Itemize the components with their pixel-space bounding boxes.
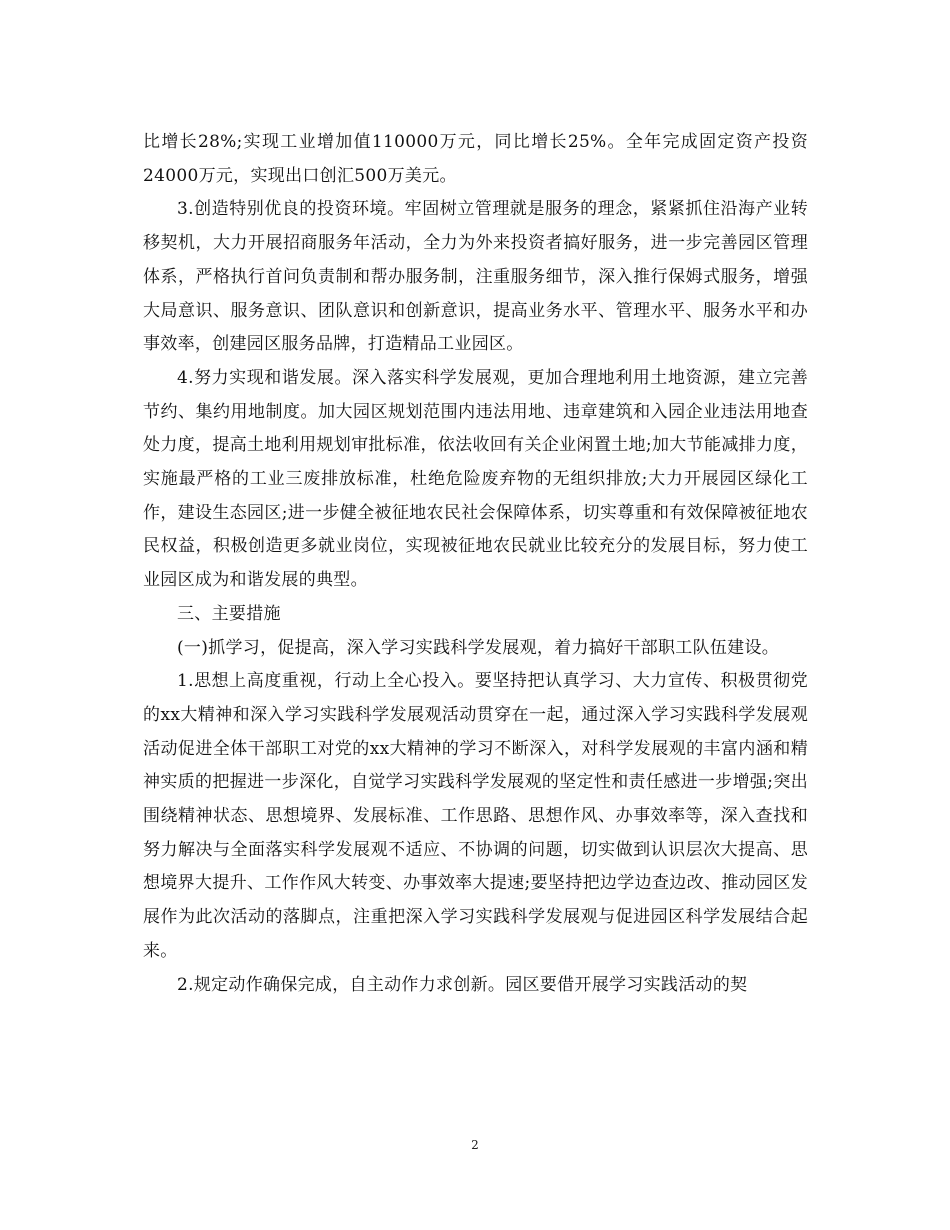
section-heading-main-measures: 三、主要措施 bbox=[177, 603, 281, 624]
document-body bbox=[143, 126, 808, 1002]
paragraph-required-actions: 2.规定动作确保完成，自主动作力求创新。园区要借开展学习实践活动的契 bbox=[177, 974, 748, 995]
paragraph-continuation: 比增长28%;实现工业增加值110000万元，同比增长25%。全年完成固定资产投资24000万元，实现出口创汇500万美元。 bbox=[143, 132, 808, 186]
paragraph-ideological-emphasis: 1.思想上高度重视，行动上全心投入。要坚持把认真学习、大力宣传、积极贯彻党的xx大精神和深入学习实践科学发展观活动贯穿在一起，通过深入学习实践科学发展观活动促进全体干部职工对党的xx大精神的学习不断深入，对科学发展观的丰富内涵和精神实质的把握进一步深化，自觉学习实践科学发展观的坚定性和责任感进一步增强;突出围绕精神状态、思想境界、发展标准、工作思路、思想作风、办事效率等，深入查找和努力解决与全面落实科学发展观不适应、不协调的问题，切实做到认识层次大提高、思想境界大提升、工作作风大转变、办事效率大提速;要坚持把边学边查边改、推动园区发展作为此次活动的落脚点，注重把深入学习实践科学发展观与促进园区科学发展结合起来。 bbox=[143, 671, 808, 961]
page-number: 2 bbox=[471, 1138, 479, 1152]
subsection-heading-study: (一)抓学习，促提高，深入学习实践科学发展观，着力搞好干部职工队伍建设。 bbox=[177, 637, 780, 658]
paragraph-harmonious-development: 4.努力实现和谐发展。深入落实科学发展观，更加合理地利用土地资源，建立完善节约、集约用地制度。加大园区规划范围内违法用地、违章建筑和入园企业违法用地查处力度，提高土地利用规划审批标准，依法收回有关企业闲置土地;加大节能减排力度，实施最严格的工业三废排放标准，杜绝危险废弃物的无组织排放;大力开展园区绿化工作，建设生态园区;进一步健全被征地农民社会保障体系，切实尊重和有效保障被征地农民权益，积极创造更多就业岗位，实现被征地农民就业比较充分的发展目标，努力使工业园区成为和谐发展的典型。 bbox=[143, 367, 808, 591]
paragraph-investment-environment: 3.创造特别优良的投资环境。牢固树立管理就是服务的理念，紧紧抓住沿海产业转移契机，大力开展招商服务年活动，全力为外来投资者搞好服务，进一步完善园区管理体系，严格执行首问负责制和帮办服务制，注重服务细节，深入推行保姆式服务，增强大局意识、服务意识、团队意识和创新意识，提高业务水平、管理水平、服务水平和办事效率，创建园区服务品牌，打造精品工业园区。 bbox=[143, 199, 808, 355]
